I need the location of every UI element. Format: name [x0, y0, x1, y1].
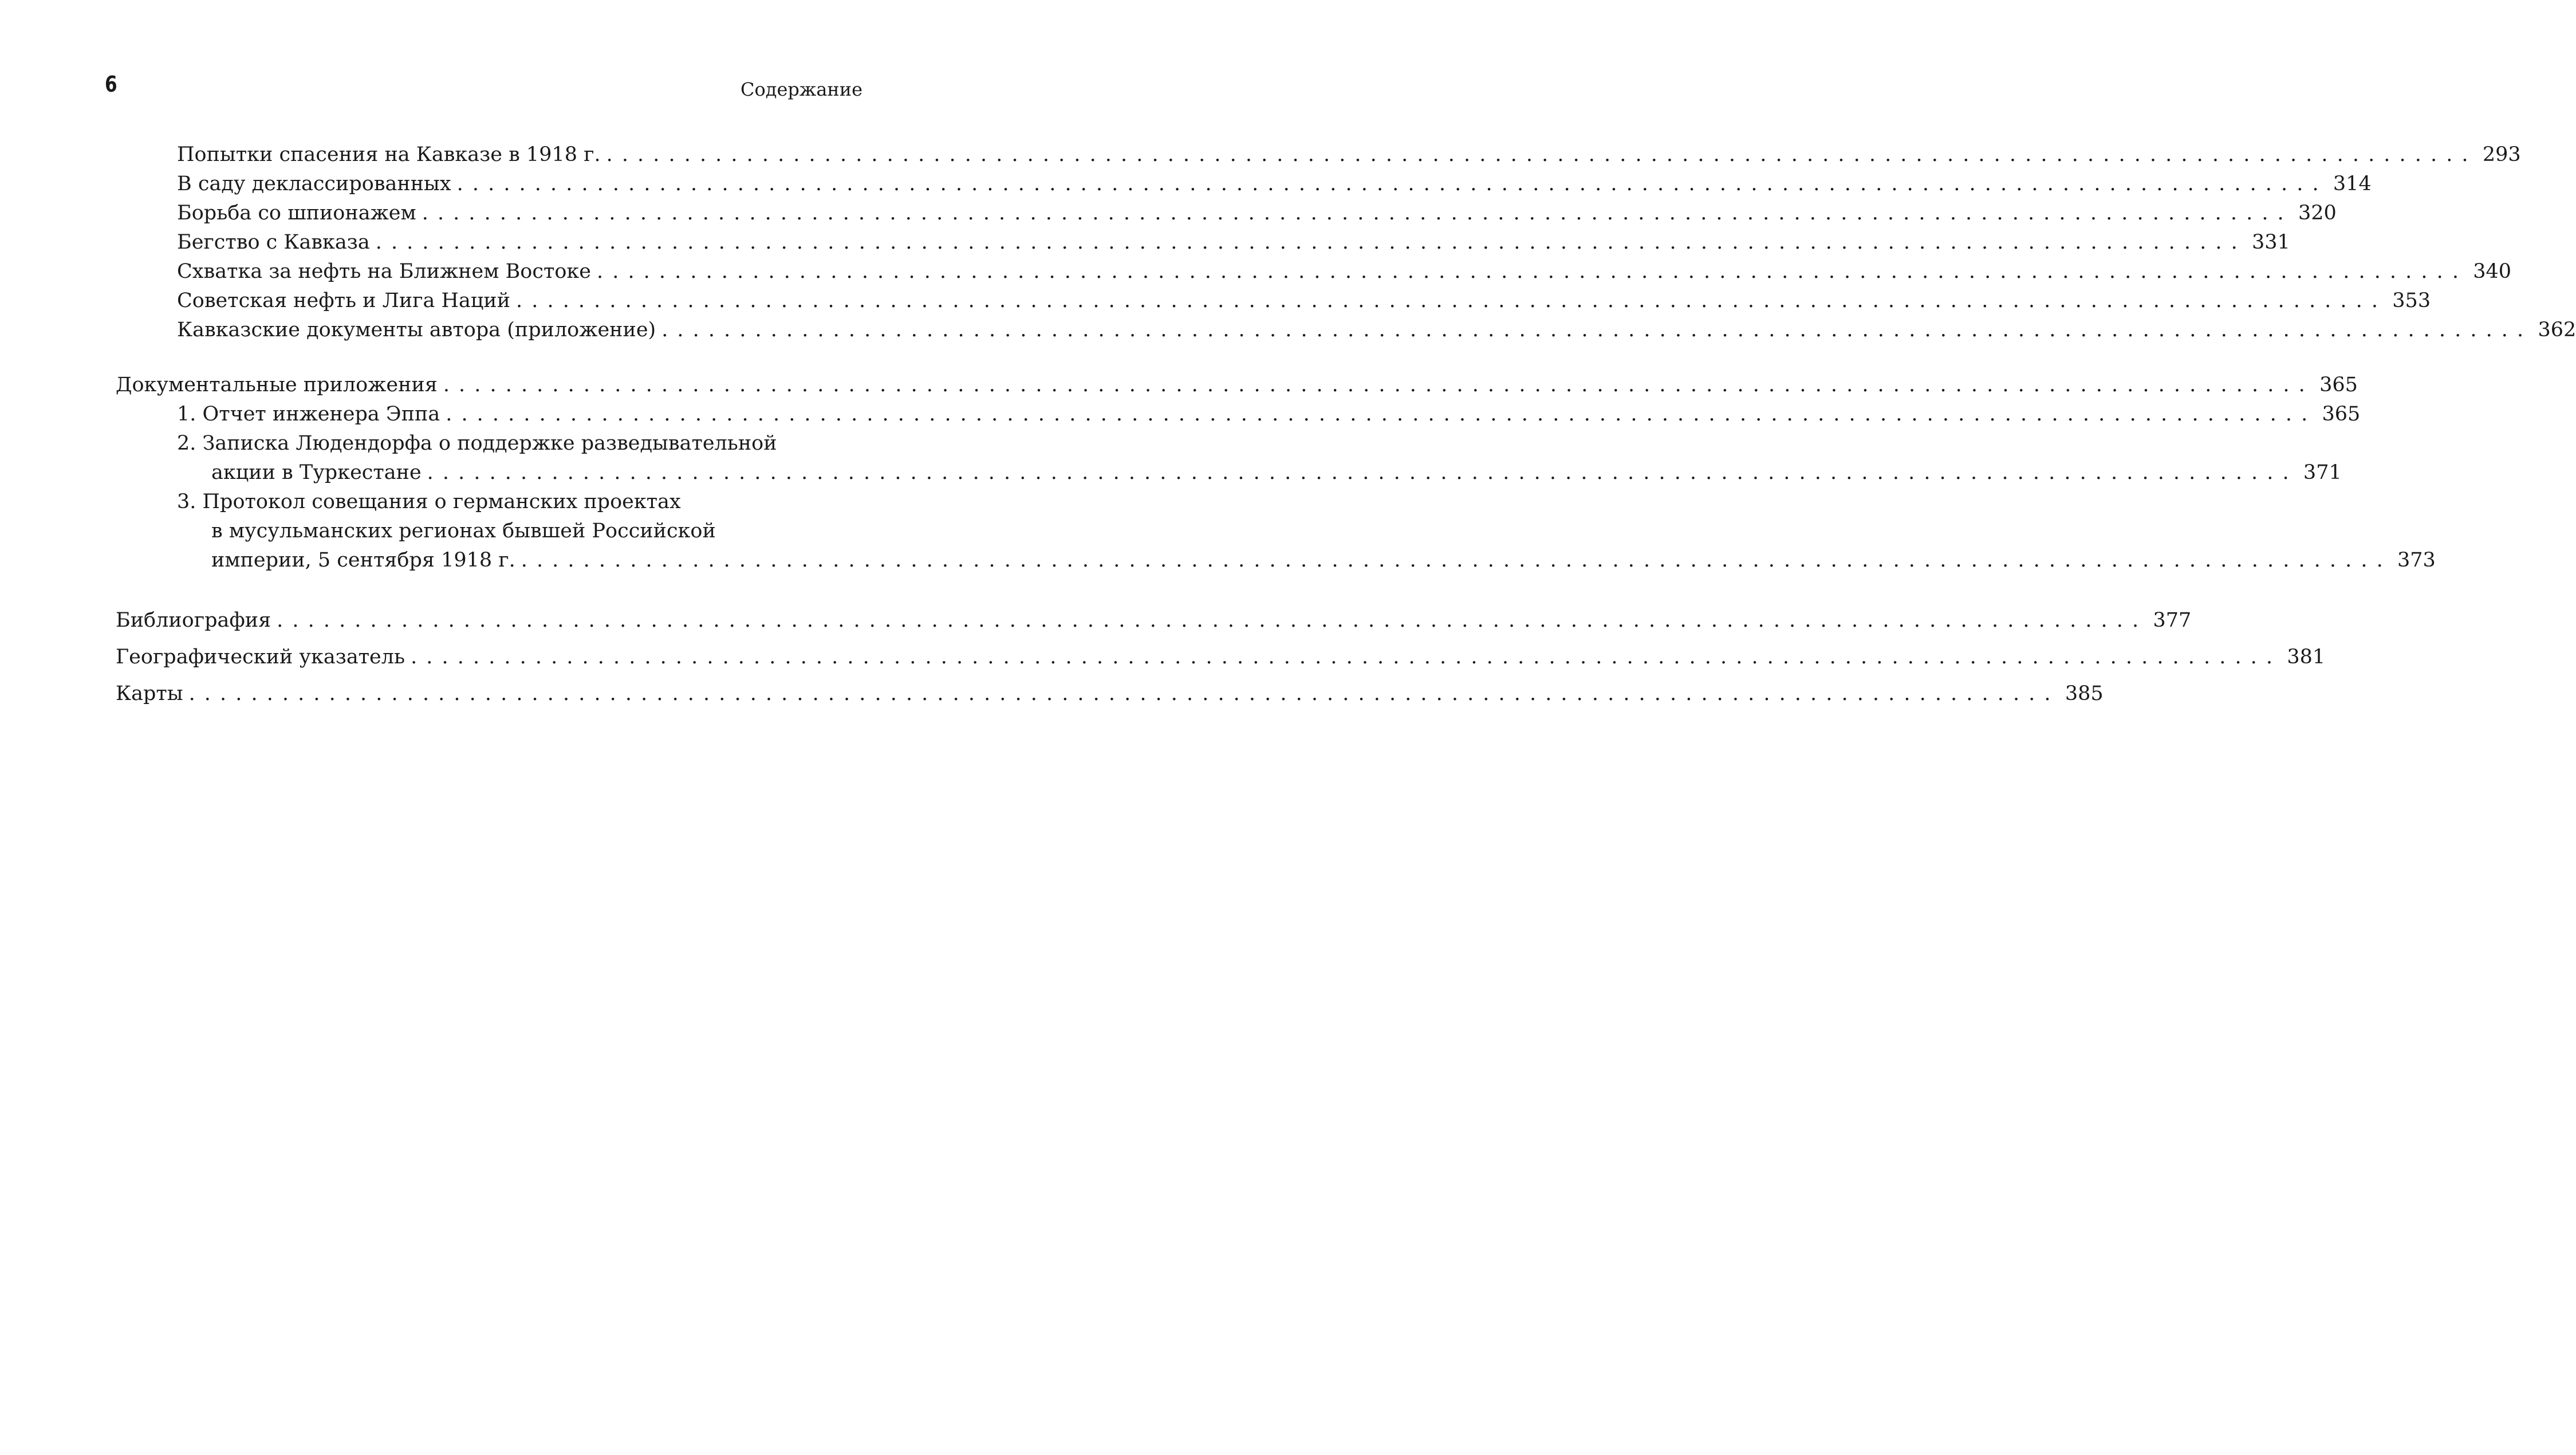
- toc-entry[interactable]: [116, 316, 2576, 345]
- dot-leader: ........................................................................................................................: [427, 461, 2298, 484]
- toc-entry-title: Советская нефть и Лига Наций: [177, 289, 511, 312]
- toc-entry-title-line: 3. Протокол совещания о германских проектах: [177, 490, 681, 513]
- toc-entry[interactable]: [116, 639, 2326, 675]
- toc-group-appendices: [116, 371, 2436, 575]
- toc-entry-multiline[interactable]: [116, 429, 2342, 487]
- toc-entry-title: Библиография: [116, 609, 271, 632]
- toc-entry-title: империи, 5 сентября 1918 г.: [211, 549, 515, 572]
- toc-entry-page: 385: [2065, 682, 2104, 705]
- toc-entry-multiline[interactable]: [116, 487, 2436, 575]
- toc-entry-title: Борьба со шпионажем: [177, 202, 416, 225]
- toc-group-caucasus: [116, 140, 2576, 345]
- toc-entry-title-line: 2. Записка Людендорфа о поддержке разведывательной: [177, 432, 777, 455]
- dot-leader: ........................................................................................................................: [521, 549, 2392, 572]
- toc-entry[interactable]: [116, 371, 2358, 400]
- dot-leader: ........................................................................................................................: [188, 682, 2060, 705]
- toc-entry-last-line: [116, 458, 2342, 487]
- toc-entry-page: 381: [2287, 646, 2326, 668]
- toc-entry[interactable]: [116, 228, 2290, 257]
- toc-entry[interactable]: [116, 400, 2361, 429]
- toc-entry-page: 362: [2538, 318, 2576, 341]
- toc-entry[interactable]: [116, 140, 2521, 170]
- page-number: 6: [105, 72, 117, 97]
- toc-entry-title: 1. Отчет инженера Эппа: [177, 403, 440, 426]
- toc-entry[interactable]: [116, 286, 2431, 316]
- dot-leader: ........................................................................................................................: [661, 318, 2533, 341]
- dot-leader: ........................................................................................................................: [516, 289, 2388, 312]
- toc-entry-page: 365: [2319, 373, 2358, 396]
- toc-entry-title: Бегство с Кавказа: [177, 231, 370, 254]
- toc-entry-title: акции в Туркестане: [211, 461, 422, 484]
- toc-entry-page: 331: [2251, 231, 2290, 254]
- dot-leader: ........................................................................................................................: [277, 609, 2148, 632]
- dot-leader: ........................................................................................................................: [456, 172, 2328, 195]
- toc-entry-page: 371: [2303, 461, 2342, 484]
- toc-entry-title: Карты: [116, 682, 183, 705]
- toc-entry-page: 377: [2153, 609, 2192, 632]
- section-spacer: [116, 575, 845, 602]
- table-of-contents: [116, 140, 2576, 712]
- toc-entry-title: Схватка за нефть на Ближнем Востоке: [177, 260, 591, 283]
- toc-entry-title: Кавказские документы автора (приложение): [177, 318, 656, 341]
- toc-entry[interactable]: [116, 257, 2512, 286]
- toc-entry-title: Географический указатель: [116, 646, 405, 668]
- toc-entry-page: 373: [2397, 549, 2436, 572]
- dot-leader: ........................................................................................................................: [597, 260, 2468, 283]
- toc-entry-page: 320: [2298, 202, 2337, 225]
- dot-leader: ........................................................................................................................: [422, 202, 2293, 225]
- toc-entry-title-line: в мусульманских регионах бывшей Российской: [211, 520, 716, 542]
- toc-entry-page: 365: [2322, 403, 2361, 426]
- dot-leader: ........................................................................................................................: [411, 646, 2282, 668]
- toc-entry[interactable]: [116, 199, 2337, 228]
- toc-entry-page: 353: [2392, 289, 2431, 312]
- toc-group-back-matter: [116, 602, 2326, 712]
- toc-entry[interactable]: [116, 675, 2104, 712]
- section-spacer: [116, 345, 845, 371]
- toc-entry-page: 314: [2333, 172, 2372, 195]
- toc-entry-title: В саду деклассированных: [177, 172, 451, 195]
- toc-entry-title: Документальные приложения: [116, 373, 438, 396]
- toc-entry-title: Попытки спасения на Кавказе в 1918 г.: [177, 143, 601, 166]
- toc-entry-page: 340: [2473, 260, 2512, 283]
- running-head: Содержание: [740, 78, 862, 100]
- dot-leader: ........................................................................................................................: [446, 403, 2317, 426]
- toc-entry-last-line: [116, 546, 2436, 575]
- toc-entry[interactable]: [116, 170, 2372, 199]
- dot-leader: ........................................................................................................................: [443, 373, 2314, 396]
- dot-leader: ........................................................................................................................: [606, 143, 2477, 166]
- toc-entry[interactable]: [116, 602, 2192, 639]
- dot-leader: ........................................................................................................................: [375, 231, 2247, 254]
- toc-entry-page: 293: [2482, 143, 2521, 166]
